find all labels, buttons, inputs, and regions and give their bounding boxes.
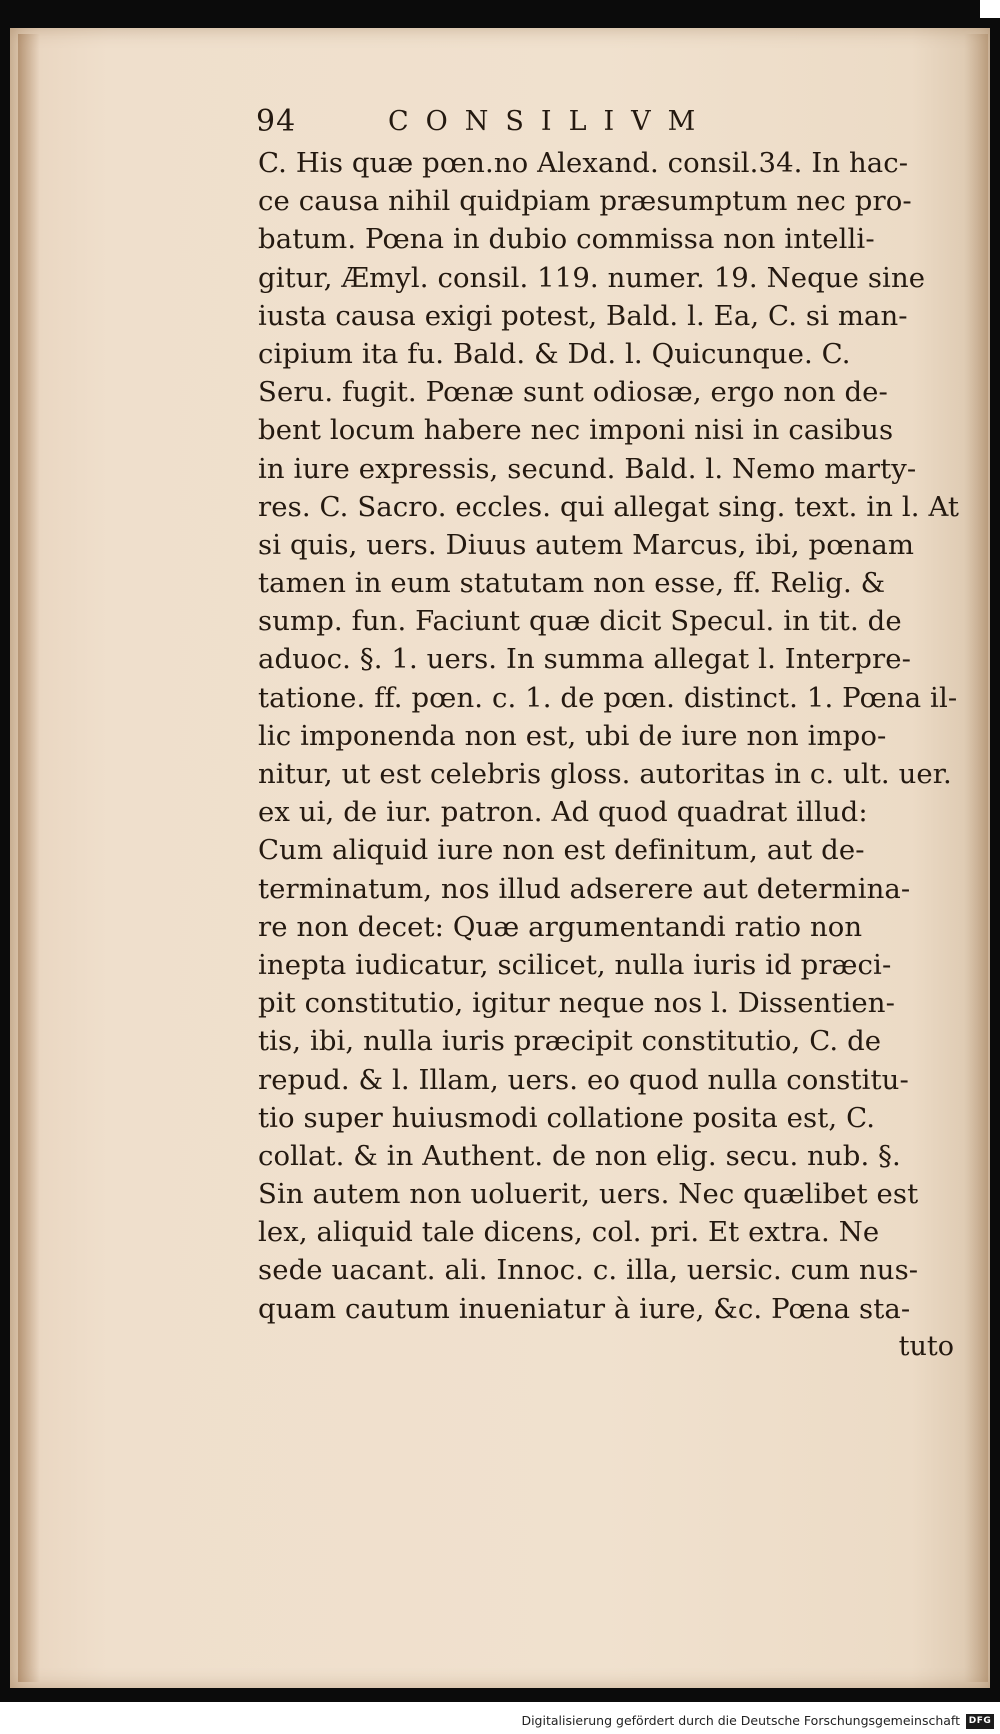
text-line: tamen in eum statutam non esse, ff. Relig. & bbox=[258, 567, 886, 600]
page-edge-shadow bbox=[964, 34, 988, 1682]
text-line: iusta causa exigi potest, Bald. l. Ea, C. si man- bbox=[258, 299, 908, 332]
text-line: tis, ibi, nulla iuris præcipit constitutio, C. de bbox=[258, 1025, 882, 1058]
text-line: ex ui, de iur. patron. Ad quod quadrat illud: bbox=[258, 796, 868, 829]
text-line: cipium ita fu. Bald. & Dd. l. Quicunque. C. bbox=[258, 337, 851, 370]
page-text-block bbox=[258, 100, 958, 1366]
text-line: gitur, Æmyl. consil. 119. numer. 19. Neque sine bbox=[258, 261, 926, 294]
text-line: sede uacant. ali. Innoc. c. illa, uersic. cum nus- bbox=[258, 1254, 919, 1287]
funding-credit: Digitalisierung gefördert durch die Deutsche Forschungsgemeinschaft bbox=[521, 1713, 960, 1728]
page-header bbox=[258, 100, 958, 144]
text-line: si quis, uers. Diuus autem Marcus, ibi, pœnam bbox=[258, 528, 915, 561]
text-line: pit constitutio, igitur neque nos l. Dissentien- bbox=[258, 987, 896, 1020]
page-number: 94 bbox=[256, 104, 297, 139]
page-gutter-shadow bbox=[18, 34, 40, 1682]
catchword: tuto bbox=[898, 1330, 954, 1362]
text-line: ce causa nihil quidpiam præsumptum nec pro- bbox=[258, 185, 912, 218]
text-line: inepta iudicatur, scilicet, nulla iuris id præci- bbox=[258, 948, 892, 981]
body-text bbox=[258, 144, 958, 1328]
text-line: Sin autem non uoluerit, uers. Nec quælibet est bbox=[258, 1178, 919, 1211]
dfg-logo-icon: DFG bbox=[966, 1714, 994, 1729]
text-line: repud. & l. Illam, uers. eo quod nulla constitu- bbox=[258, 1063, 909, 1096]
text-line: collat. & in Authent. de non elig. secu. nub. §. bbox=[258, 1139, 901, 1172]
text-line: Cum aliquid iure non est definitum, aut de- bbox=[258, 834, 865, 867]
text-line: C. His quæ pœn.no Alexand. consil.34. In hac- bbox=[258, 147, 909, 179]
text-line: re non decet: Quæ argumentandi ratio non bbox=[258, 910, 863, 943]
corner-margin bbox=[980, 0, 1000, 18]
text-line: Seru. fugit. Pœnæ sunt odiosæ, ergo non de- bbox=[258, 376, 888, 409]
text-line: lex, aliquid tale dicens, col. pri. Et extra. Ne bbox=[258, 1216, 880, 1249]
running-title: CONSILIVM bbox=[388, 106, 713, 137]
text-line: sump. fun. Faciunt quæ dicit Specul. in tit. de bbox=[258, 605, 902, 638]
text-line: lic imponenda non est, ubi de iure non impo- bbox=[258, 719, 887, 752]
text-line: batum. Pœna in dubio commissa non intelli- bbox=[258, 223, 875, 256]
text-line: tio super huiusmodi collatione posita est, C. bbox=[258, 1101, 876, 1134]
text-line: nitur, ut est celebris gloss. autoritas in c. ult. uer. bbox=[258, 758, 952, 790]
text-line: res. C. Sacro. eccles. qui allegat sing. text. in l. At bbox=[258, 490, 960, 523]
text-line: in iure expressis, secund. Bald. l. Nemo marty- bbox=[258, 452, 917, 485]
footer-bar bbox=[0, 1702, 1000, 1734]
text-line: tatione. ff. pœn. c. 1. de pœn. distinct. 1. Pœna il- bbox=[258, 681, 958, 714]
text-line: quam cautum inueniatur à iure, &c. Pœna sta- bbox=[258, 1292, 911, 1325]
text-line: aduoc. §. 1. uers. In summa allegat l. Interpre- bbox=[258, 643, 912, 676]
text-line: terminatum, nos illud adserere aut determina- bbox=[258, 872, 911, 905]
text-line: bent locum habere nec imponi nisi in casibus bbox=[258, 414, 894, 447]
